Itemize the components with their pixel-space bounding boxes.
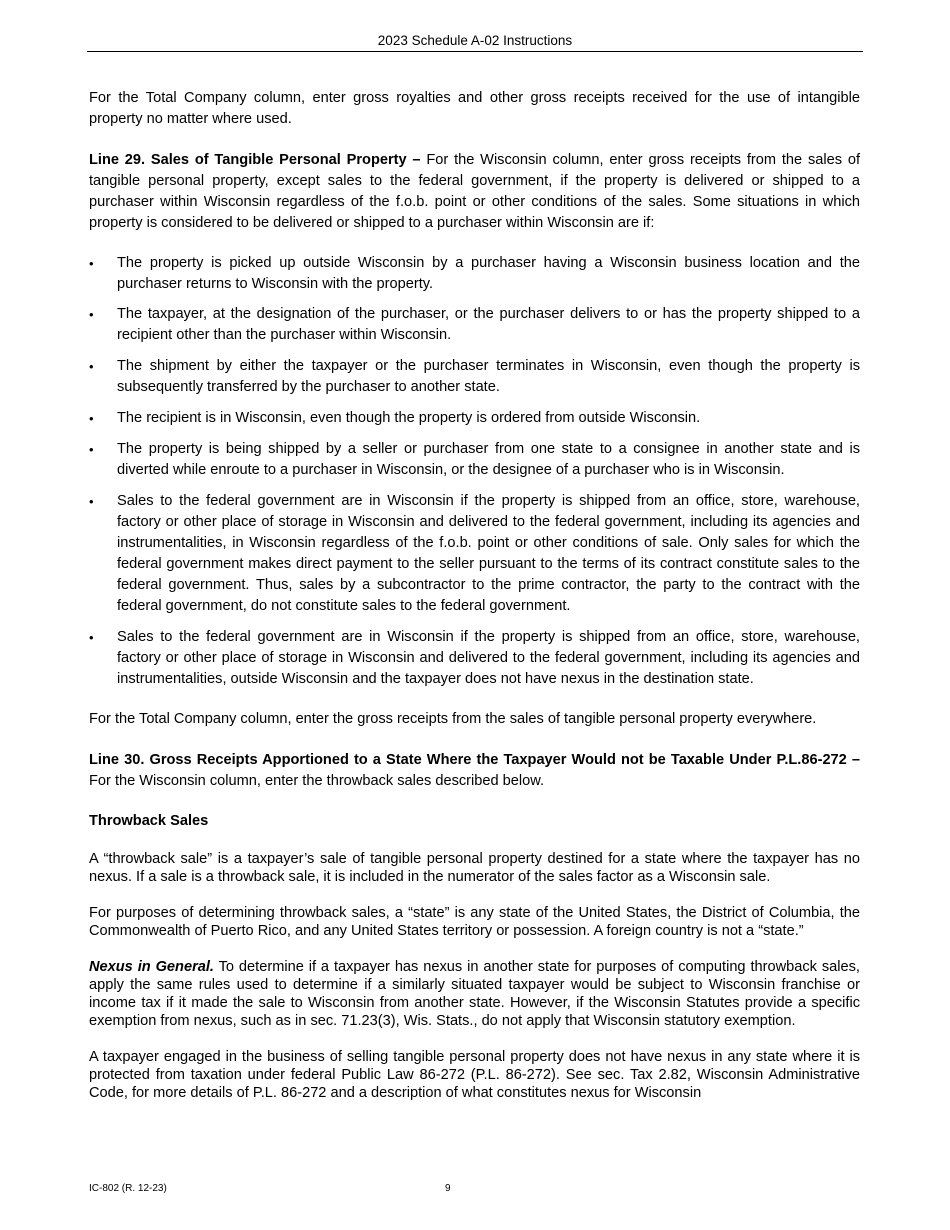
list-item: • The shipment by either the taxpayer or the purchaser terminates in Wisconsin, even though the property is subsequently transferred by the purchaser to another state. (89, 358, 860, 395)
paragraph-nexus-general (89, 958, 860, 1030)
bullet-icon: • (89, 494, 94, 509)
bullet-icon: • (89, 442, 94, 457)
header-title: 2023 Schedule A-02 Instructions (377, 33, 573, 48)
list-item: • The property is being shipped by a seller or purchaser from one state to a consignee in another state and is diverted while enroute to a purchaser in Wisconsin, or the designee of a purchaser who is in Wisconsin. (89, 441, 860, 478)
bullet-icon: • (89, 307, 94, 322)
bullet-icon: • (89, 630, 94, 645)
paragraph-line-29 (89, 150, 860, 234)
situations-list (89, 253, 860, 690)
paragraph-state-definition: For purposes of determining throwback sales, a “state” is any state of the United States, the District of Columbia, the Commonwealth of Puerto Rico, and any United States territory or possession. A foreign country is not a “state.” (89, 905, 860, 939)
document-body (89, 88, 860, 1102)
paragraph-total-royalties: For the Total Company column, enter gross royalties and other gross receipts received for the use of intangible property no matter where used. (89, 90, 860, 127)
list-item: • Sales to the federal government are in Wisconsin if the property is shipped from an office, store, warehouse, factory or other place of storage in Wisconsin and delivered to the federal government, including its agencies and instrumentalities, in Wisconsin regardless of the f.o.b. point or other conditions of sale. Only sales for which the federal government makes direct payment to the seller pursuant to the terms of its contract constitute sales to the federal government. Thus, sales by a subcontractor to the prime contractor, the party to the contract with the federal government, do not constitute sales to the federal government. (89, 493, 860, 614)
line-30-heading: Line 30. Gross Receipts Apportioned to a State Where the Taxpayer Would not be Taxable Under P.L.86-272 – (89, 752, 860, 768)
line-30-text: For the Wisconsin column, enter the throwback sales described below. (89, 773, 545, 789)
footer-page-number: 9 (445, 1183, 451, 1194)
line-29-text: For the Wisconsin column, enter gross receipts from the sales of tangible personal property, except sales to the federal government, if the property is delivered or shipped to a purchaser within Wisconsin regardless of the f.o.b. point or other conditions of the sales. Some situations in which property is considered to be delivered or shipped to a purchaser within Wisconsin are if: (89, 152, 861, 231)
throwback-heading: Throwback Sales (89, 813, 209, 829)
bullet-icon: • (89, 411, 94, 426)
list-item: • Sales to the federal government are in Wisconsin if the property is shipped from an office, store, warehouse, factory or other place of storage in Wisconsin and delivered to the federal government, including its agencies and instrumentalities, outside Wisconsin and the taxpayer does not have nexus in the destination state. (89, 629, 860, 687)
paragraph-pl-86-272: A taxpayer engaged in the business of selling tangible personal property does not have nexus in any state where it is protected from taxation under federal Public Law 86-272 (P.L. 86-272). See sec. Tax 2.82, Wisconsin Administrative Code, for more details of P.L. 86-272 and a description of what constitutes nexus for Wisconsin (89, 1049, 860, 1101)
nexus-text: To determine if a taxpayer has nexus in another state for purposes of computing throwback sales, apply the same rules used to determine if a similarly situated taxpayer would be subject to Wisconsin franchise or income tax if it made the sale to Wisconsin from another state. However, if the Wisconsin Statutes provide a specific exemption from nexus, such as in sec. 71.23(3), Wis. Stats., do not apply that Wisconsin statutory exemption. (89, 959, 860, 1029)
paragraph-line-30 (89, 750, 860, 792)
bullet-icon: • (89, 359, 94, 374)
paragraph-total-tangible: For the Total Company column, enter the gross receipts from the sales of tangible personal property everywhere. (89, 711, 817, 727)
page-header (87, 33, 863, 52)
nexus-heading: Nexus in General. (89, 959, 214, 975)
list-item: • The taxpayer, at the designation of the purchaser, or the purchaser delivers to or has the property shipped to a recipient other than the purchaser within Wisconsin. (89, 306, 860, 343)
line-29-heading: Line 29. Sales of Tangible Personal Property – (89, 152, 421, 168)
bullet-icon: • (89, 256, 94, 271)
list-item: • The property is picked up outside Wisconsin by a purchaser having a Wisconsin business location and the purchaser returns to Wisconsin with the property. (89, 255, 860, 292)
list-item: • The recipient is in Wisconsin, even though the property is ordered from outside Wisconsin. (89, 408, 860, 429)
paragraph-throwback-definition: A “throwback sale” is a taxpayer’s sale of tangible personal property destined for a state where the taxpayer has no nexus. If a sale is a throwback sale, it is included in the numerator of the sales factor as a Wisconsin sale. (89, 851, 860, 885)
footer-form-id: IC-802 (R. 12-23) (89, 1183, 167, 1194)
